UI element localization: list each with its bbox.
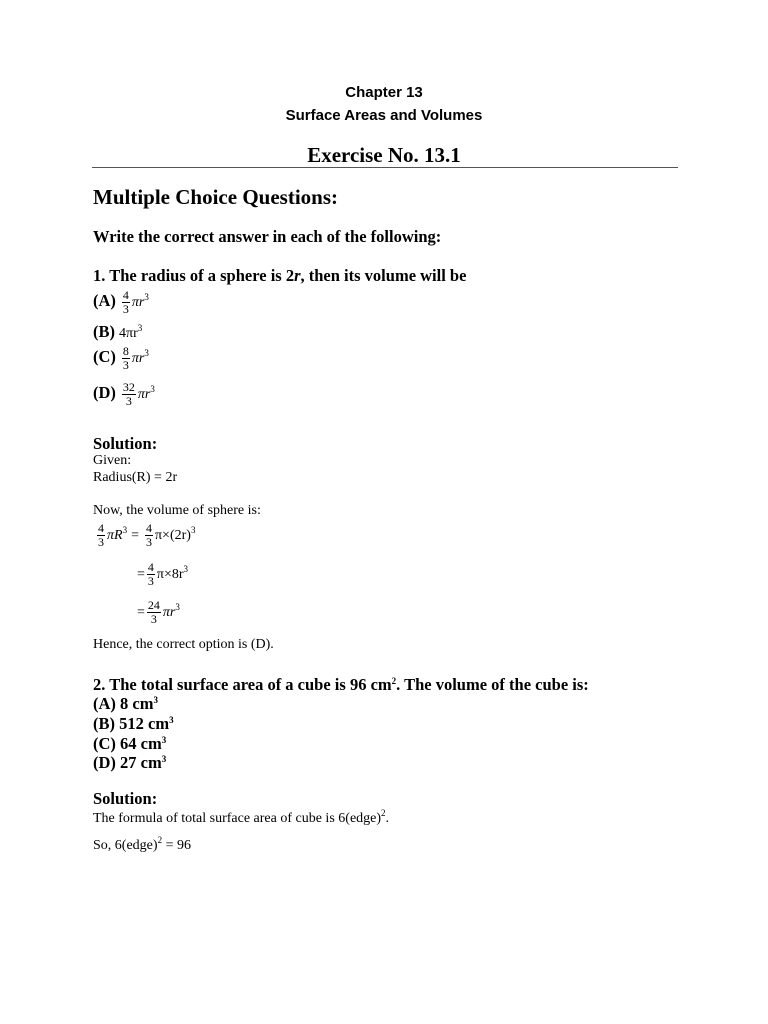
option-2a: (A) 8 $cm^3$ — [93, 694, 158, 713]
chapter-number: Chapter 13 — [345, 84, 423, 101]
solution-2-heading: Solution: — [93, 789, 158, 808]
equation-line-2: = $\frac{4}{3}$ $\pi\times 8r^3$ — [137, 560, 189, 588]
question-2: 2. The total surface area of a cube is 96 $cm^2$. The volume of the cube is: — [93, 675, 589, 694]
option-2b: (B) 512 $cm^3$ — [93, 714, 174, 733]
header-divider — [92, 167, 678, 168]
solution-1-volume-intro: Now, the volume of sphere is: — [93, 503, 261, 518]
option-1c: (C) $\frac{8}{3}$ $\pi r^3$ — [93, 344, 149, 372]
instruction-text: Write the correct answer in each of the following: — [93, 227, 442, 246]
option-1b: (B) $4\pi r^3$ — [93, 322, 143, 341]
option-2c: (C) 64 $cm^3$ — [93, 734, 167, 753]
option-1d: (D) $\frac{32}{3}$ $\pi r^3$ — [93, 380, 155, 408]
section-title: Multiple Choice Questions: — [93, 185, 338, 209]
option-2d: (D) 27 $cm^3$ — [93, 753, 167, 772]
chapter-title: Surface Areas and Volumes — [285, 107, 483, 124]
solution-1-heading: Solution: — [93, 434, 158, 453]
option-1a: (A) $\frac{4}{3}$ $\pi r^3$ — [93, 288, 149, 316]
solution-2-formula: The formula of total surface area of cube is 6(edge)$^2$. — [93, 808, 390, 826]
solution-1-given: Given: — [93, 453, 132, 468]
equation-line-1: $\frac{4}{3}$ $\pi R^3$ = $\frac{4}{3}$ $\pi\times(2r)^3$ — [98, 521, 196, 549]
exercise-title: Exercise No. 13.1 — [307, 143, 461, 167]
solution-1-conclusion: Hence, the correct option is (D). — [93, 637, 274, 652]
solution-1-radius: Radius(R) = 2r — [93, 470, 178, 485]
equation-line-3: = $\frac{24}{3}$ $\pi r^3$ — [137, 598, 180, 626]
solution-2-so: So, 6(edge)$^2$ = 96 — [93, 835, 191, 853]
question-1: 1. The radius of a sphere is 2r, then its volume will be — [93, 266, 467, 285]
